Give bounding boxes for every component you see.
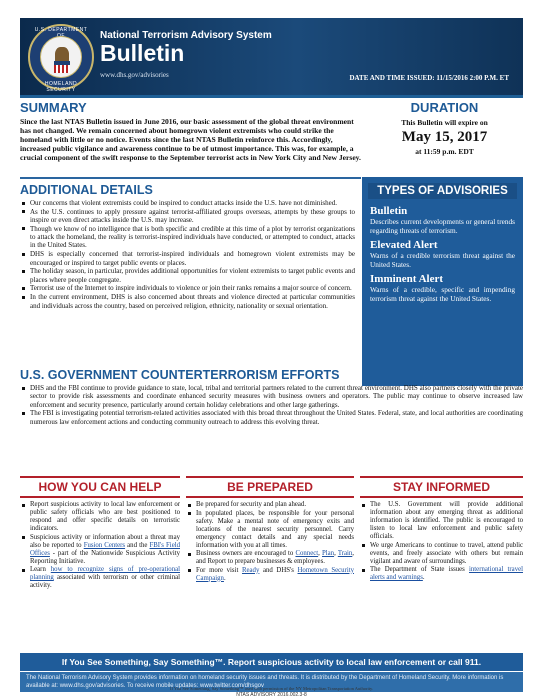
- advisories-url[interactable]: www.dhs.gov/advisories: [100, 71, 169, 79]
- dhs-seal-icon: [28, 24, 94, 93]
- trademark-note: If You See Something, Say Something™ used with permission of the NY Metropolitan Transportation Authority.: [169, 686, 374, 691]
- list-item: Learn how to recognize signs of pre-operational planning associated with terrorism or other criminal activity.: [20, 566, 180, 590]
- connect-link[interactable]: Connect: [295, 550, 319, 557]
- list-item: DHS and the FBI continue to provide guidance to state, local, tribal and territorial partners related to the current threat environment. DHS also partners closely with the private sector to provide risk assessments and coordinate enhanced security measures with business owners and operators. The public may continue to observe increased law enforcement and security presence, particularly around certain holiday celebrations and other large gatherings.: [20, 384, 523, 409]
- government-efforts-section: [20, 368, 523, 426]
- summary-title: SUMMARY: [20, 100, 87, 115]
- how-you-can-help-column: [20, 476, 180, 641]
- types-of-advisories-box: [362, 177, 523, 386]
- list-item: We urge Americans to continue to travel, attend public events, and freely associate with others but remain vigilant and aware of surroundings.: [360, 542, 523, 566]
- bulletin-header: [20, 18, 523, 98]
- document-code: NTAS ADVISORY 2016.002.3-8: [236, 692, 307, 698]
- inform-title: STAY INFORMED: [360, 476, 523, 498]
- expiry-date: May 15, 2017: [401, 129, 488, 145]
- list-item: Though we know of no intelligence that is both specific and credible at this time of a plot by terrorist organizations to attack the homeland, the reality is terrorist-inspired individuals have conducted, or attempted to conduct, attacks in the United States.: [20, 225, 355, 250]
- travel-alerts-link[interactable]: international travel alerts and warnings: [370, 566, 523, 581]
- footer-text: The National Terrorism Advisory System provides information on homeland security issues and threats. It is distributed by the Department of Homeland Security. More information is available at: www.dhs.gov/advisories. To receive mobile updates: www.twitter.com/dhsgov: [20, 672, 523, 692]
- list-item: Business owners are encouraged to Connect, Plan, Train, and Report to prepare businesses & employees.: [186, 550, 354, 566]
- fbi-field-offices-link[interactable]: FBI's Field Offices: [30, 541, 180, 557]
- be-prepared-column: [186, 476, 354, 641]
- advisory-type-desc: Describes current developments or general trends regarding threats of terrorism.: [370, 217, 515, 235]
- pre-operational-planning-link[interactable]: how to recognize signs of pre-operational planning: [30, 566, 180, 581]
- list-item: The U.S. Government will provide additional information about any emerging threat as additional information is identified. The public is encouraged to listen to local law enforcement and public safety officials.: [360, 501, 523, 541]
- list-item: Be prepared for security and plan ahead.: [186, 501, 354, 509]
- additional-title: ADDITIONAL DETAILS: [20, 183, 153, 197]
- list-item: Report suspicious activity to local law enforcement or public safety officials who are best positioned to respond and offer specific details on terroristic indicators.: [20, 501, 180, 533]
- list-item: DHS is especially concerned that terrorist-inspired individuals and homegrown violent extremists may be encouraged or inspired to target public events or places.: [20, 250, 355, 267]
- list-item: As the U.S. continues to apply pressure against terrorist-affiliated groups overseas, attempts by these groups to inspire or even direct attacks inside the U.S. may increase.: [20, 208, 355, 225]
- list-item: In the current environment, DHS is also concerned about threats and violence directed at particular communities and individuals across the country, based on perceived religion, ethnicity, nationality or sexual orientation.: [20, 293, 355, 310]
- list-item: The FBI is investigating potential terrorism-related activities associated with this broad threat throughout the United States. Federal, state, and local authorities are coordinating numerous law enforcement actions and conducting community outreach to address this evolving threat.: [20, 409, 523, 426]
- advisory-type-name: Imminent Alert: [370, 273, 444, 285]
- list-item: Terrorist use of the Internet to inspire individuals to violence or join their ranks remains a major source of concern.: [20, 284, 355, 292]
- duration-section: [366, 100, 523, 156]
- seal-bottom-text: HOMELAND SECURITY: [44, 81, 78, 93]
- list-item: The Department of State issues international travel alerts and warnings.: [360, 566, 523, 582]
- page-title: Bulletin: [100, 40, 185, 66]
- duration-line1: This Bulletin will expire on: [401, 118, 488, 127]
- advisory-type-desc: Warns of a credible, specific and impending terrorism threat against the United States.: [370, 285, 515, 303]
- additional-details-section: [20, 183, 355, 310]
- prepared-title: BE PREPARED: [186, 476, 354, 498]
- see-something-banner: If You See Something, Say Something™. Report suspicious activity to local law enforcement or call 911.: [20, 653, 523, 671]
- usg-title: U.S. GOVERNMENT COUNTERTERRORISM EFFORTS: [20, 368, 340, 382]
- duration-line2: at 11:59 p.m. EDT: [415, 147, 474, 156]
- advisory-type-name: Bulletin: [370, 205, 408, 217]
- list-item: Suspicious activity or information about a threat may also be reported to Fusion Centers and the FBI's Field Offices - part of the Nationwide Suspicious Activity Reporting Initiative.: [20, 534, 180, 566]
- fusion-centers-link[interactable]: Fusion Centers: [83, 541, 126, 549]
- date-issued: DATE AND TIME ISSUED: 11/15/2016 2:00 P.M. ET: [349, 74, 509, 82]
- train-link[interactable]: Train: [337, 550, 353, 557]
- plan-link[interactable]: Plan: [321, 550, 335, 557]
- stay-informed-column: [360, 476, 523, 641]
- system-name: National Terrorism Advisory System: [100, 30, 272, 41]
- types-title: TYPES OF ADVISORIES: [368, 183, 517, 199]
- advisory-type-name: Elevated Alert: [370, 239, 438, 251]
- summary-text: Since the last NTAS Bulletin issued in June 2016, our basic assessment of the global threat environment has not changed. We remain concerned about homegrown violent extremists who could strike the homeland with little or no notice. Events since the last NTAS Bulletin reinforce this. Accordingly, increased public vigilance and awareness continue to be of utmost importance. This was, for example, a crucial component of the swift response to the September terrorist acts in New York City and New Jersey.: [20, 117, 361, 162]
- list-item: In populated places, be responsible for your personal safety. Make a mental note of emergency exits and locations of the nearest security personnel. Carry emergency contact details and any special needs information with you at all times.: [186, 510, 354, 550]
- list-item: The holiday season, in particular, provides additional opportunities for violent extremists to target public events and places where people congregate.: [20, 267, 355, 284]
- hometown-security-link[interactable]: Hometown Security Campaign: [196, 566, 354, 582]
- summary-section: [20, 100, 361, 162]
- list-item: Our concerns that violent extremists could be inspired to conduct attacks inside the U.S. have not diminished.: [20, 199, 355, 207]
- section-divider: [20, 177, 361, 179]
- duration-title: DURATION: [410, 100, 479, 115]
- list-item: For more visit Ready and DHS's Hometown Security Campaign.: [186, 567, 354, 583]
- ready-link[interactable]: Ready: [241, 566, 260, 574]
- advisory-type-desc: Warns of a credible terrorism threat against the United States.: [370, 251, 515, 269]
- help-title: HOW YOU CAN HELP: [20, 476, 180, 498]
- seal-top-text: U.S. DEPARTMENT: [34, 27, 88, 33]
